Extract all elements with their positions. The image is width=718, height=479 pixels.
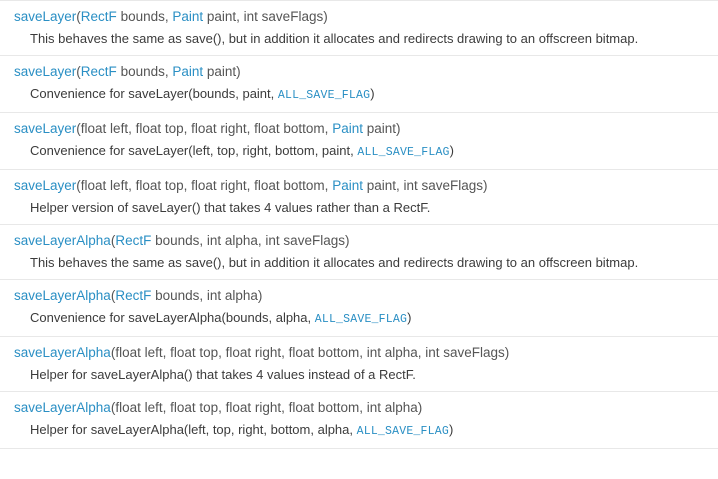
param-type-link[interactable]: Paint xyxy=(332,121,363,136)
method-description xyxy=(0,416,718,440)
signature-text: (float left, float top, float right, float bottom, int alpha, int saveFlags) xyxy=(110,345,510,360)
api-method-row xyxy=(0,56,718,113)
method-signature xyxy=(0,120,718,137)
method-signature xyxy=(0,232,718,249)
param-type-link[interactable]: Paint xyxy=(332,178,363,193)
description-text: ) xyxy=(407,310,412,325)
api-method-row xyxy=(0,280,718,337)
method-name-link[interactable]: saveLayer xyxy=(14,178,77,193)
constant-link[interactable]: ALL_SAVE_FLAG xyxy=(357,146,450,159)
signature-text: bounds, xyxy=(116,64,173,79)
param-type-link[interactable]: RectF xyxy=(115,288,152,303)
method-name-link[interactable]: saveLayer xyxy=(14,64,77,79)
method-name-link[interactable]: saveLayer xyxy=(14,9,77,24)
method-description xyxy=(0,194,718,216)
method-signature xyxy=(0,177,718,194)
signature-text: paint, int saveFlags) xyxy=(203,9,328,24)
description-text: This behaves the same as save(), but in addition it allocates and redirects drawing to an offscreen bitmap. xyxy=(30,255,639,270)
description-text: Convenience for saveLayer(bounds, paint, xyxy=(30,86,278,101)
signature-text: paint) xyxy=(203,64,241,79)
api-method-row xyxy=(0,113,718,170)
method-description xyxy=(0,361,718,383)
description-text: Convenience for saveLayerAlpha(bounds, alpha, xyxy=(30,310,315,325)
signature-text: (float left, float top, float right, float bottom, xyxy=(76,178,333,193)
signature-text: ( xyxy=(110,288,116,303)
api-method-row xyxy=(0,337,718,392)
description-text: This behaves the same as save(), but in addition it allocates and redirects drawing to an offscreen bitmap. xyxy=(30,31,639,46)
description-text: ) xyxy=(448,422,454,437)
description-text: Helper for saveLayerAlpha(left, top, right, bottom, alpha, xyxy=(30,422,357,437)
method-signature xyxy=(0,8,718,25)
method-name-link[interactable]: saveLayerAlpha xyxy=(14,288,111,303)
description-text: Convenience for saveLayer(left, top, right, bottom, paint, xyxy=(30,143,358,158)
method-description xyxy=(0,25,718,47)
constant-link[interactable]: ALL_SAVE_FLAG xyxy=(314,313,408,326)
signature-text: paint) xyxy=(362,121,401,136)
method-signature xyxy=(0,287,718,304)
signature-text: paint, int saveFlags) xyxy=(362,178,488,193)
signature-text: (float left, float top, float right, float bottom, xyxy=(76,121,333,136)
method-signature xyxy=(0,344,718,361)
method-description xyxy=(0,137,718,161)
param-type-link[interactable]: RectF xyxy=(80,64,117,79)
constant-link[interactable]: ALL_SAVE_FLAG xyxy=(277,89,371,102)
method-signature xyxy=(0,63,718,80)
method-description xyxy=(0,304,718,328)
method-description xyxy=(0,249,718,271)
method-name-link[interactable]: saveLayerAlpha xyxy=(14,400,111,415)
method-signature xyxy=(0,399,718,416)
method-name-link[interactable]: saveLayerAlpha xyxy=(14,233,111,248)
description-text: ) xyxy=(449,143,455,158)
param-type-link[interactable]: Paint xyxy=(172,64,204,79)
api-method-row xyxy=(0,225,718,280)
api-method-row xyxy=(0,1,718,56)
method-name-link[interactable]: saveLayerAlpha xyxy=(14,345,111,360)
constant-link[interactable]: ALL_SAVE_FLAG xyxy=(356,425,449,438)
signature-text: ( xyxy=(76,64,81,79)
signature-text: ( xyxy=(76,9,81,24)
api-method-row xyxy=(0,392,718,449)
description-text: ) xyxy=(370,86,375,101)
signature-text: (float left, float top, float right, float bottom, int alpha) xyxy=(110,400,423,415)
signature-text: ( xyxy=(110,233,116,248)
signature-text: bounds, xyxy=(116,9,173,24)
signature-text: bounds, int alpha) xyxy=(151,288,263,303)
description-text: Helper for saveLayerAlpha() that takes 4 values instead of a RectF. xyxy=(30,367,416,382)
signature-text: bounds, int alpha, int saveFlags) xyxy=(151,233,350,248)
api-method-row xyxy=(0,170,718,225)
description-text: Helper version of saveLayer() that takes 4 values rather than a RectF. xyxy=(30,200,431,215)
param-type-link[interactable]: Paint xyxy=(172,9,204,24)
method-name-link[interactable]: saveLayer xyxy=(14,121,77,136)
method-description xyxy=(0,80,718,104)
param-type-link[interactable]: RectF xyxy=(115,233,152,248)
param-type-link[interactable]: RectF xyxy=(80,9,117,24)
